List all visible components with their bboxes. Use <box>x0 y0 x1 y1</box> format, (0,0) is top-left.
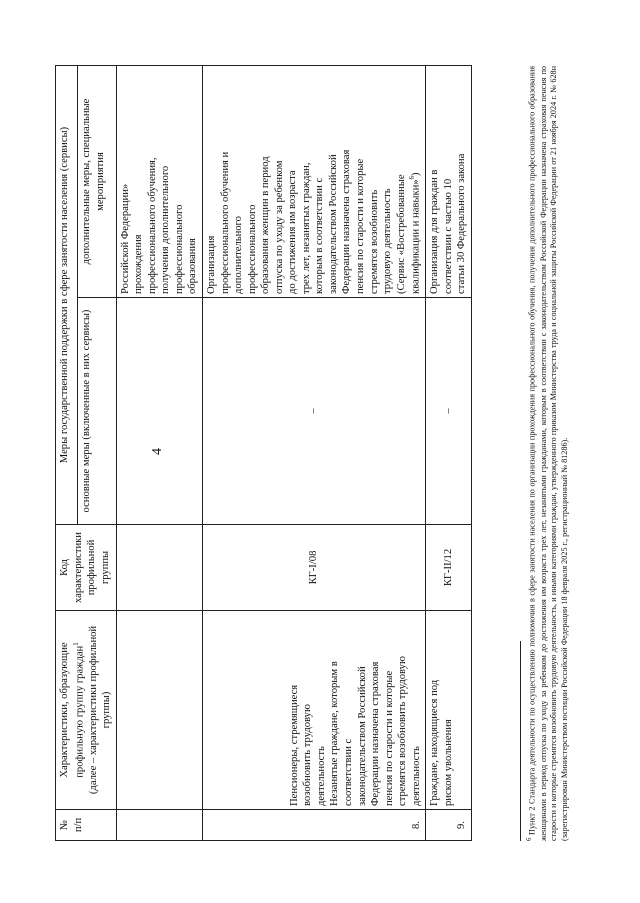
additional-measures-cell <box>203 66 426 298</box>
additional-measures-cell: Организация для граждан в соответствии с частью 10 статьи 30 Федерального закона <box>426 66 472 298</box>
code-cell <box>116 525 202 611</box>
table-row <box>426 66 472 841</box>
header-additional-measures: дополнительные меры, специальные мероприятия <box>78 66 116 298</box>
footnote-divider <box>520 641 521 841</box>
header-row-number: № п/п <box>56 810 117 841</box>
row-number: 8. <box>203 810 426 841</box>
table-row <box>203 66 426 841</box>
footnote-marker: 6 <box>525 837 533 841</box>
header-characteristics-title: Характеристики, образующие профильную группу граждан <box>59 642 86 778</box>
support-measures-table <box>55 65 472 841</box>
code-cell: КГ-II/12 <box>426 525 472 611</box>
main-measures-cell: – <box>203 298 426 525</box>
footnote-ref-1: 1 <box>71 642 80 646</box>
footnote <box>525 66 571 841</box>
characteristics-cell <box>116 611 202 810</box>
code-cell: КГ-I/08 <box>203 525 426 611</box>
page-number: 4 <box>150 448 165 455</box>
additional-measures-cell: Российской Федерации» прохождения профессионального обучения, получения дополнительного профессионального образования <box>116 66 202 298</box>
header-code: Код характеристики профильной группы <box>56 525 117 611</box>
additional-measures-text: Организация профессионального обучения и дополнительного профессионального образования женщин в период отпуска по уходу за ребенком до достижения им возраста трех лет, незанятых граждан, которым в соответствии с законодательством Российской Федерации назначена страховая пенсия по старости и которые стремятся возобновить трудовую деятельность (Сервис «Востребованные квалификации и навыки» <box>206 149 422 294</box>
table-row <box>116 66 202 841</box>
header-characteristics-subtitle: (далее – характеристики профильной группы) <box>87 625 113 795</box>
row-number <box>116 810 202 841</box>
additional-measures-tail: ) <box>410 172 422 176</box>
characteristics-cell: Граждане, находящиеся под риском увольнения <box>426 611 472 810</box>
row-number: 9. <box>426 810 472 841</box>
header-characteristics <box>56 611 117 810</box>
header-main-measures: основные меры (включенные в них сервисы) <box>78 298 116 525</box>
main-measures-cell: – <box>426 298 472 525</box>
characteristics-cell: Пенсионеры, стремящиеся возобновить трудовую деятельность Незанятые граждане, которым в соответствии с законодательством Российской Федерации назначена страховая пенсия по старости и которые стремятся возобновить трудовую деятельность <box>203 611 426 810</box>
table-header-row <box>56 66 78 841</box>
main-measures-cell <box>116 298 202 525</box>
footnote-ref-6: 6 <box>408 175 417 180</box>
header-measures: Меры государственной поддержки в сфере занятости населения (сервисы) <box>56 66 78 525</box>
footnote-text: Пункт 2 Стандарта деятельности по осуществлению полномочия в сфере занятости населения по организации прохождения профессионального обучения, получения дополнительного профессионального образования женщинами в период отпуска по уходу за ребенком до достижения им возраста трех лет, незанятыми гражданами, которым в соответствии с законодательством Российской Федерации назначена страховая пенсия по старости и которые стремятся возобновить трудовую деятельность, и иными категориями граждан, утвержденного приказом Министерства труда и социальной защиты Российской Федерации от 21 ноября 2024 г. № 628н (зарегистрирован Министерством юстиции Российской Федерации 18 февраля 2025 г., регистрационный № 81286). <box>527 66 570 841</box>
